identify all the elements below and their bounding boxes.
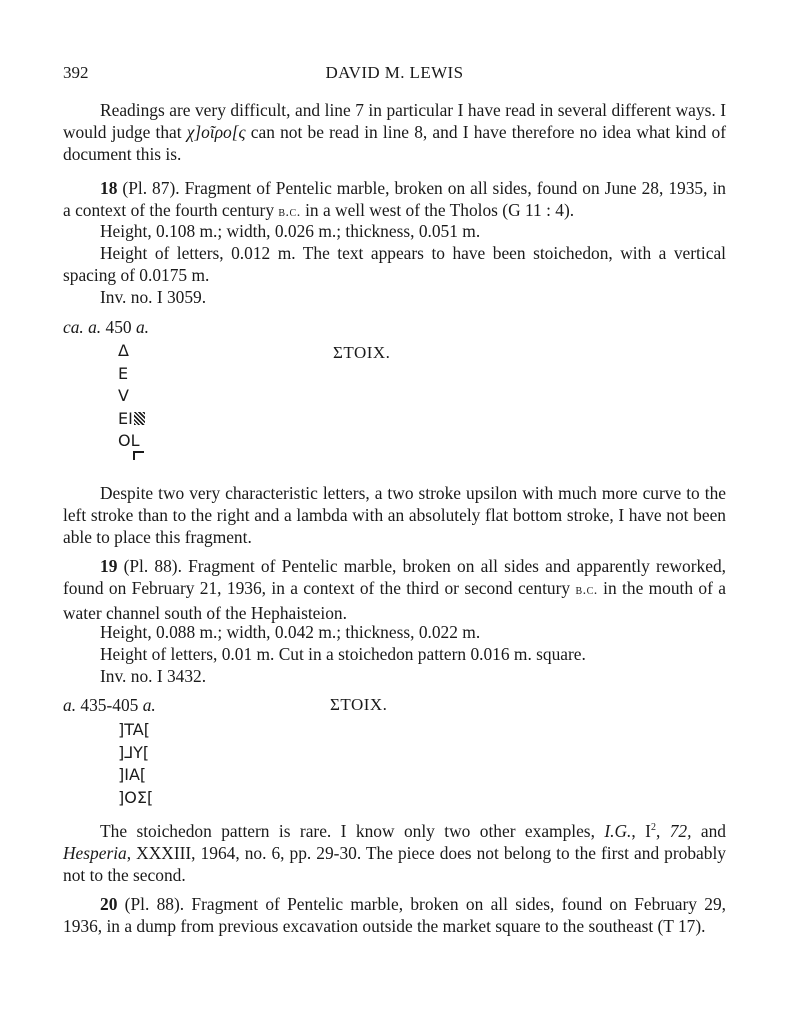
entry-19-comm-ig: I.G. xyxy=(604,820,632,841)
entry-19-date-a2: a. xyxy=(142,695,156,715)
entry-19-text-a: (Pl. 88). Fragment of Pentelic marble, broken on all sides and apparently reworked, found on February 21, 1936, in a context of the third or second century xyxy=(63,556,726,598)
intro-text-a: Readings are very difficult, and line 7 in particular I have read in several different ways. I would judge that xyxy=(63,100,726,142)
inscription-line: OL xyxy=(118,431,140,450)
entry-19-inv: Inv. no. I 3432. xyxy=(100,666,207,686)
entry-19-stoix: ΣTOIX. xyxy=(330,695,388,714)
entry-18-date-year: 450 xyxy=(105,317,132,337)
damaged-letter-hatch xyxy=(134,412,145,425)
entry-19-date-a1: a. xyxy=(63,695,77,715)
inscription-line: ]IA[ xyxy=(118,765,147,784)
intro-greek: χ]οῖρο[ς xyxy=(186,122,246,142)
inscription-line: Δ xyxy=(118,341,129,360)
entry-18-stoix: ΣTOIX. xyxy=(333,343,391,362)
entry-19-text-b: in the mouth of a water channel south of the Hephaisteion. xyxy=(63,578,726,623)
entry-18-date-a: a. xyxy=(135,317,150,337)
entry-18-inv: Inv. no. I 3059. xyxy=(100,287,207,307)
entry-18-text-b: in a well west of the Tholos (G 11 : 4). xyxy=(300,200,575,220)
entry-20-description xyxy=(63,893,726,937)
entry-18-text-a: (Pl. 87). Fragment of Pentelic marble, broken on all sides, found on June 28, 1935, in a context of the fourth century xyxy=(63,178,726,220)
entry-18-number: 18 xyxy=(100,178,118,198)
intro-paragraph xyxy=(63,99,726,165)
inscription-line: ]OΣ[ xyxy=(118,787,154,807)
entry-19-date xyxy=(63,694,156,716)
entry-19-number: 19 xyxy=(100,556,118,576)
letter-fragment-corner xyxy=(133,451,144,460)
entry-19-comm-c: , xyxy=(655,820,670,841)
entry-19-letters: Height of letters, 0.01 m. Cut in a stoichedon pattern 0.016 m. square. xyxy=(100,644,586,664)
page-number: 392 xyxy=(63,63,89,82)
entry-19-date-range: 435-405 xyxy=(80,695,139,715)
entry-19-commentary xyxy=(63,817,726,886)
entry-19-dimensions: Height, 0.088 m.; width, 0.042 m.; thickness, 0.022 m. xyxy=(100,622,481,642)
intro-text-b: can not be read in line 8, and I have therefore no idea what kind of document this is. xyxy=(63,122,727,164)
running-title: DAVID M. LEWIS xyxy=(325,63,464,82)
entry-18-dimensions: Height, 0.108 m.; width, 0.026 m.; thickness, 0.051 m. xyxy=(100,221,481,241)
entry-19-comm-72: 72, xyxy=(669,820,692,841)
inscription-line: ]⅃Y[ xyxy=(118,742,150,762)
entry-18-date-ca: ca. a. xyxy=(63,317,102,337)
entry-19-bc: b.c. xyxy=(575,583,598,598)
entry-20-text: (Pl. 88). Fragment of Pentelic marble, broken on all sides, found on February 29, 1936, in a dump from previous excavation outside the market square to the southeast (T 17). xyxy=(63,894,726,936)
entry-19-comm-a: The stoichedon pattern is rare. I know only two other examples, xyxy=(100,820,605,841)
entry-18-inscription xyxy=(118,340,145,453)
inscription-line-text: EI xyxy=(118,408,133,428)
inscription-line: ]TA[ xyxy=(118,720,150,739)
running-header xyxy=(63,63,726,85)
inscription-line: E xyxy=(118,363,129,383)
entry-19-comm-d: and xyxy=(691,820,726,841)
inscription-line: V xyxy=(118,386,129,405)
entry-18-commentary: Despite two very characteristic letters, a two stroke upsilon with much more curve to the left stroke than to the right and a lambda with an absolutely flat bottom stroke, I have not been able to place this fragment. xyxy=(63,483,726,547)
entry-19-comm-sup: 2 xyxy=(650,822,656,833)
entry-20-number: 20 xyxy=(100,894,118,914)
entry-19-comm-hesperia: Hesperia xyxy=(63,842,127,863)
entry-19-comm-e: , XXXIII, 1964, no. 6, pp. 29-30. The piece does not belong to the first and probably not to the second. xyxy=(63,842,726,885)
entry-18-bc: b.c. xyxy=(278,205,301,220)
entry-18-date xyxy=(63,316,149,338)
inscription-line xyxy=(118,408,145,431)
entry-19-comm-b: , I xyxy=(631,820,651,841)
entry-18-letters: Height of letters, 0.012 m. The text appears to have been stoichedon, with a vertical spacing of 0.0175 m. xyxy=(63,243,726,285)
entry-19-description xyxy=(63,555,726,624)
entry-18-description xyxy=(63,177,726,224)
entry-19-inscription xyxy=(118,719,153,809)
